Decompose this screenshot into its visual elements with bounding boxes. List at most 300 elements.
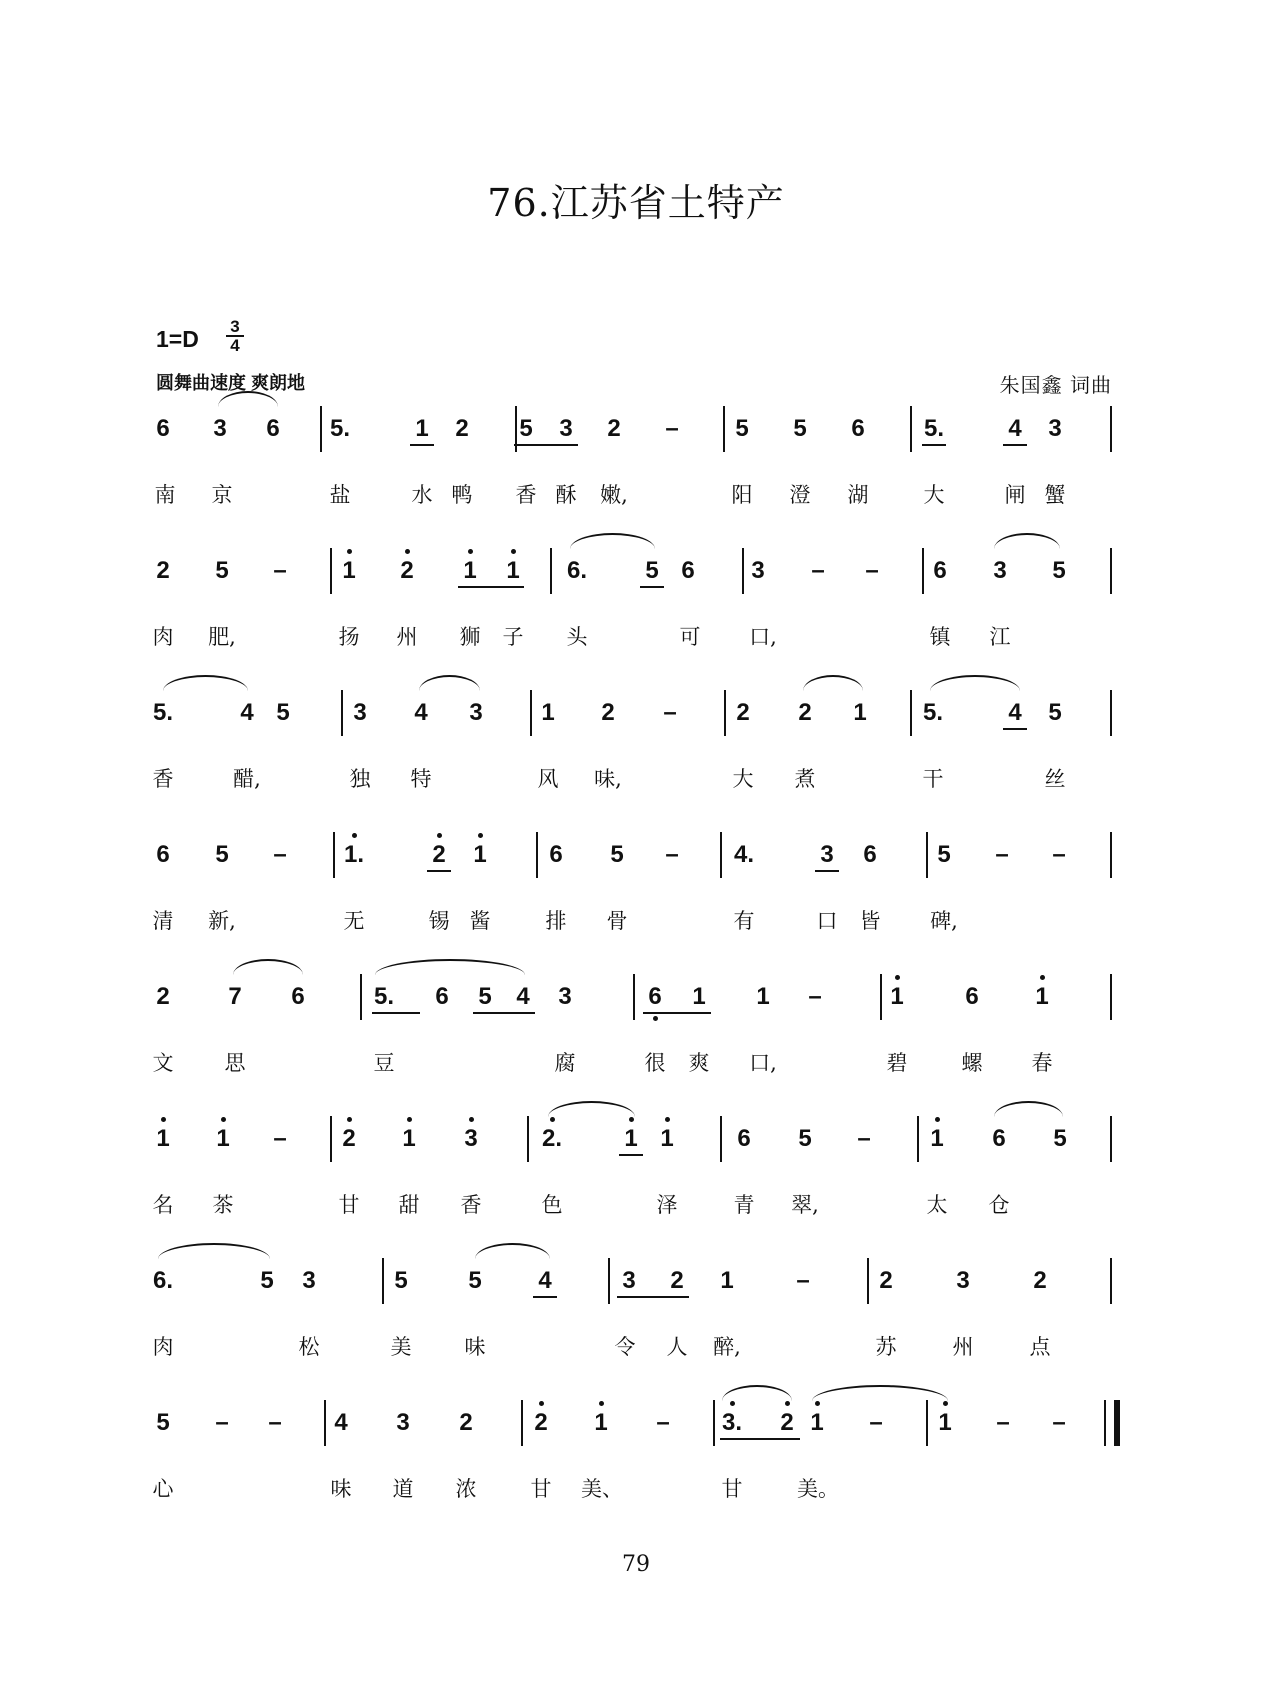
barline	[1110, 406, 1112, 452]
high-octave-dot	[943, 1401, 948, 1406]
high-octave-dot	[347, 549, 352, 554]
song-title: 76.江苏省土特产	[487, 181, 785, 225]
lyric-syllable: 仓	[988, 1193, 1010, 1217]
barline	[1110, 832, 1112, 878]
note: 5	[478, 983, 492, 1010]
note: –	[865, 557, 879, 584]
note: 5	[260, 1267, 274, 1294]
note: 5	[519, 415, 533, 442]
low-octave-dot	[653, 1016, 658, 1021]
note: 5	[1053, 1125, 1067, 1152]
lyric-syllable: 很	[644, 1051, 666, 1075]
slur	[233, 959, 303, 975]
lyric-syllable: 翠,	[791, 1193, 819, 1217]
time-signature-denominator: 4	[230, 336, 240, 355]
note: 2	[879, 1267, 893, 1294]
note: 1	[692, 983, 706, 1010]
lyric-syllable: 甘	[338, 1193, 360, 1217]
note: –	[808, 983, 822, 1010]
slur	[375, 959, 525, 975]
note: 5	[394, 1267, 408, 1294]
slur	[994, 533, 1060, 549]
note: –	[1052, 841, 1066, 868]
note: 1	[810, 1409, 824, 1436]
eighth-note-underline	[619, 1154, 643, 1156]
lyric-syllable: 甘	[721, 1477, 743, 1501]
lyric-syllable: 美、	[581, 1477, 623, 1501]
note: 3	[956, 1267, 970, 1294]
lyric-syllable: 煮	[794, 767, 816, 791]
note: 1	[506, 557, 520, 584]
tempo-marking: 圆舞曲速度 爽朗地	[156, 373, 306, 393]
lyric-syllable: 可	[679, 625, 701, 649]
eighth-note-underline	[533, 1296, 557, 1298]
barline	[742, 548, 744, 594]
high-octave-dot	[815, 1401, 820, 1406]
note: 5	[156, 1409, 170, 1436]
lyric-syllable: 苏	[875, 1335, 897, 1359]
high-octave-dot	[1040, 975, 1045, 980]
slur	[812, 1385, 948, 1401]
lyric-syllable: 大	[732, 767, 754, 791]
lyric-syllable: 镇	[929, 625, 951, 649]
note: 6	[737, 1125, 751, 1152]
high-octave-dot	[161, 1117, 166, 1122]
high-octave-dot	[895, 975, 900, 980]
lyric-syllable: 独	[349, 767, 371, 791]
barline	[723, 406, 725, 452]
high-octave-dot	[478, 833, 483, 838]
note: 1	[756, 983, 770, 1010]
eighth-note-underline	[473, 1012, 535, 1014]
barline	[917, 1116, 919, 1162]
note: 3	[469, 699, 483, 726]
note: 1	[890, 983, 904, 1010]
barline	[867, 1258, 869, 1304]
note: –	[811, 557, 825, 584]
lyric-syllable: 腐	[554, 1051, 576, 1075]
lyric-syllable: 京	[211, 483, 233, 507]
time-signature	[226, 318, 244, 354]
note: 4.	[733, 841, 754, 868]
note: 6	[863, 841, 877, 868]
note: –	[857, 1125, 871, 1152]
note: –	[268, 1409, 282, 1436]
key-signature: 1=D	[156, 326, 199, 352]
high-octave-dot	[599, 1401, 604, 1406]
lyric-syllable: 茶	[212, 1193, 234, 1217]
note: 1	[415, 415, 429, 442]
eighth-note-underline	[427, 870, 451, 872]
note: –	[273, 1125, 287, 1152]
page-number: 79	[622, 1552, 650, 1577]
eighth-note-underline	[815, 870, 839, 872]
note: 1	[473, 841, 487, 868]
final-barline-thin	[1104, 1400, 1106, 1446]
eighth-note-underline	[372, 1012, 420, 1014]
barline	[720, 832, 722, 878]
lyric-syllable: 州	[396, 625, 418, 649]
high-octave-dot	[352, 833, 357, 838]
lyric-syllable: 鸭	[451, 483, 473, 507]
note: 1	[594, 1409, 608, 1436]
note: 2	[798, 699, 812, 726]
note: 5	[735, 415, 749, 442]
lyric-syllable: 口	[816, 909, 838, 933]
note: 6	[851, 415, 865, 442]
note: 3	[302, 1267, 316, 1294]
lyric-syllable: 酱	[469, 909, 491, 933]
barline	[1110, 974, 1112, 1020]
note: 2	[156, 557, 170, 584]
barline	[724, 690, 726, 736]
barline	[1110, 1258, 1112, 1304]
high-octave-dot	[437, 833, 442, 838]
lyric-syllable: 肉	[152, 1335, 174, 1359]
eighth-note-underline	[643, 1012, 711, 1014]
lyric-syllable: 肥,	[208, 625, 236, 649]
note: 5.	[373, 983, 394, 1010]
note: 2	[156, 983, 170, 1010]
note: 3	[353, 699, 367, 726]
lyric-syllable: 甜	[398, 1193, 420, 1217]
barline	[550, 548, 552, 594]
final-barline-thick	[1114, 1400, 1120, 1446]
time-signature-numerator: 3	[226, 318, 244, 337]
note: 1	[930, 1125, 944, 1152]
lyric-syllable: 皆	[859, 909, 881, 933]
high-octave-dot	[347, 1117, 352, 1122]
lyric-syllable: 点	[1029, 1335, 1051, 1359]
lyric-syllable: 碧	[886, 1051, 908, 1075]
note: 2	[601, 699, 615, 726]
lyric-syllable: 新,	[208, 909, 236, 933]
lyric-syllable: 子	[502, 625, 524, 649]
note: 6	[291, 983, 305, 1010]
note: 5	[645, 557, 659, 584]
barline	[324, 1400, 326, 1446]
barline	[536, 832, 538, 878]
lyric-syllable: 心	[152, 1477, 174, 1501]
lyric-syllable: 肉	[152, 625, 174, 649]
note: 6	[266, 415, 280, 442]
lyric-syllable: 道	[392, 1477, 414, 1501]
barline	[713, 1400, 715, 1446]
barline	[608, 1258, 610, 1304]
barline	[1110, 690, 1112, 736]
eighth-note-underline	[1003, 444, 1027, 446]
lyric-syllable: 醋,	[233, 767, 261, 791]
note: 5	[468, 1267, 482, 1294]
slur	[570, 533, 655, 549]
high-octave-dot	[785, 1401, 790, 1406]
lyric-syllable: 爽	[688, 1051, 710, 1075]
barline	[382, 1258, 384, 1304]
note: 2	[432, 841, 446, 868]
lyric-syllable: 口,	[749, 625, 777, 649]
note: 5	[215, 841, 229, 868]
note: 4	[516, 983, 530, 1010]
lyric-syllable: 闸	[1004, 483, 1026, 507]
note: 5	[276, 699, 290, 726]
note: 3	[213, 415, 227, 442]
lyric-syllable: 湖	[847, 483, 869, 507]
slur	[163, 675, 248, 691]
high-octave-dot	[539, 1401, 544, 1406]
note: –	[273, 557, 287, 584]
note: –	[665, 415, 679, 442]
lyric-syllable: 骨	[606, 909, 628, 933]
barline	[333, 832, 335, 878]
lyric-syllable: 酥	[555, 483, 577, 507]
slur	[158, 1243, 270, 1259]
lyric-syllable: 太	[926, 1193, 948, 1217]
note: 4	[414, 699, 428, 726]
note: 2	[736, 699, 750, 726]
lyric-syllable: 州	[952, 1335, 974, 1359]
slur	[930, 675, 1020, 691]
note: 1	[541, 699, 555, 726]
note: 3	[464, 1125, 478, 1152]
note: 1.	[343, 841, 364, 868]
lyric-syllable: 碑,	[930, 909, 958, 933]
barline	[527, 1116, 529, 1162]
barline	[330, 1116, 332, 1162]
eighth-note-underline	[514, 444, 578, 446]
lyric-syllable: 扬	[338, 625, 360, 649]
note: 6	[933, 557, 947, 584]
eighth-note-underline	[1003, 728, 1027, 730]
note: 2	[607, 415, 621, 442]
note: 4	[538, 1267, 552, 1294]
barline	[910, 406, 912, 452]
barline	[880, 974, 882, 1020]
lyric-syllable: 螺	[961, 1051, 983, 1075]
barline	[320, 406, 322, 452]
lyric-syllable: 头	[566, 625, 588, 649]
note: –	[273, 841, 287, 868]
note: 3	[559, 415, 573, 442]
note: 2	[1033, 1267, 1047, 1294]
barline	[360, 974, 362, 1020]
note: 1	[402, 1125, 416, 1152]
note: 7	[228, 983, 242, 1010]
note: –	[869, 1409, 883, 1436]
note: 2	[400, 557, 414, 584]
lyric-syllable: 清	[152, 909, 174, 933]
lyric-syllable: 文	[152, 1051, 174, 1075]
lyric-syllable: 阳	[731, 483, 753, 507]
high-octave-dot	[468, 549, 473, 554]
note: 6	[992, 1125, 1006, 1152]
lyric-syllable: 嫩,	[600, 483, 628, 507]
note: 5	[1048, 699, 1062, 726]
slur	[548, 1101, 635, 1117]
high-octave-dot	[629, 1117, 634, 1122]
note: 2	[455, 415, 469, 442]
note: 2	[459, 1409, 473, 1436]
note: 6	[435, 983, 449, 1010]
note: 6	[648, 983, 662, 1010]
lyric-syllable: 味,	[594, 767, 622, 791]
eighth-note-underline	[640, 586, 664, 588]
note: –	[996, 1409, 1010, 1436]
note: 5	[1052, 557, 1066, 584]
slur	[803, 675, 863, 691]
high-octave-dot	[469, 1117, 474, 1122]
note: 3	[622, 1267, 636, 1294]
barline	[922, 548, 924, 594]
slur	[994, 1101, 1063, 1117]
note: 1	[342, 557, 356, 584]
note: 3	[396, 1409, 410, 1436]
note: 1	[624, 1125, 638, 1152]
note: 5.	[329, 415, 350, 442]
high-octave-dot	[405, 549, 410, 554]
note: 2	[670, 1267, 684, 1294]
note: 3	[751, 557, 765, 584]
note: 2	[342, 1125, 356, 1152]
lyric-syllable: 香	[152, 767, 174, 791]
note: 4	[1008, 415, 1022, 442]
lyric-syllable: 风	[537, 767, 559, 791]
lyric-syllable: 春	[1031, 1051, 1053, 1075]
lyric-syllable: 无	[343, 909, 365, 933]
note: –	[656, 1409, 670, 1436]
lyric-syllable: 味	[464, 1335, 486, 1359]
note: 5.	[923, 415, 944, 442]
note: 3	[1048, 415, 1062, 442]
lyric-syllable: 泽	[656, 1193, 678, 1217]
note: 2.	[541, 1125, 562, 1152]
lyric-syllable: 名	[152, 1193, 174, 1217]
note: 6.	[152, 1267, 173, 1294]
note: 5	[798, 1125, 812, 1152]
barline	[910, 690, 912, 736]
lyric-syllable: 美。	[797, 1477, 839, 1501]
slur	[419, 675, 480, 691]
note: 4	[240, 699, 254, 726]
lyric-syllable: 令	[614, 1335, 636, 1359]
lyric-syllable: 甘	[530, 1477, 552, 1501]
lyric-syllable: 狮	[459, 625, 481, 649]
note: 6	[681, 557, 695, 584]
note: 4	[1008, 699, 1022, 726]
note: 2	[534, 1409, 548, 1436]
lyric-syllable: 锡	[428, 909, 450, 933]
high-octave-dot	[511, 549, 516, 554]
note: –	[665, 841, 679, 868]
lyric-syllable: 美	[390, 1335, 412, 1359]
lyric-syllable: 青	[733, 1193, 755, 1217]
lyric-syllable: 澄	[789, 483, 811, 507]
high-octave-dot	[935, 1117, 940, 1122]
high-octave-dot	[550, 1117, 555, 1122]
barline	[341, 690, 343, 736]
note: 5	[610, 841, 624, 868]
lyric-syllable: 特	[410, 767, 432, 791]
note: 6.	[566, 557, 587, 584]
barline	[926, 1400, 928, 1446]
note: 6	[156, 841, 170, 868]
lyric-syllable: 干	[922, 767, 944, 791]
slur	[722, 1385, 792, 1401]
eighth-note-underline	[458, 586, 524, 588]
note: 3	[993, 557, 1007, 584]
note: 5	[215, 557, 229, 584]
note: 1	[463, 557, 477, 584]
eighth-note-underline	[922, 444, 946, 446]
lyric-syllable: 香	[460, 1193, 482, 1217]
lyric-syllable: 大	[923, 483, 945, 507]
lyric-syllable: 蟹	[1044, 483, 1066, 507]
note: 6	[965, 983, 979, 1010]
barline	[521, 1400, 523, 1446]
barline	[1110, 1116, 1112, 1162]
lyric-syllable: 豆	[373, 1051, 395, 1075]
high-octave-dot	[407, 1117, 412, 1122]
note: 1	[1035, 983, 1049, 1010]
lyric-syllable: 醉,	[713, 1335, 741, 1359]
lyric-syllable: 人	[666, 1335, 688, 1359]
note: 1	[938, 1409, 952, 1436]
lyric-syllable: 松	[298, 1335, 320, 1359]
note: 1	[660, 1125, 674, 1152]
barline	[633, 974, 635, 1020]
lyric-syllable: 浓	[455, 1477, 477, 1501]
lyric-syllable: 南	[154, 483, 176, 507]
high-octave-dot	[221, 1117, 226, 1122]
high-octave-dot	[665, 1117, 670, 1122]
barline	[530, 690, 532, 736]
lyric-syllable: 江	[989, 625, 1011, 649]
lyric-syllable: 色	[541, 1193, 563, 1217]
lyric-syllable: 排	[545, 909, 567, 933]
barline	[720, 1116, 722, 1162]
note: 1	[853, 699, 867, 726]
note: 4	[334, 1409, 348, 1436]
note: 3	[558, 983, 572, 1010]
lyric-syllable: 丝	[1044, 767, 1066, 791]
note: 6	[156, 415, 170, 442]
note: 6	[549, 841, 563, 868]
note: –	[995, 841, 1009, 868]
note: 5	[793, 415, 807, 442]
barline	[926, 832, 928, 878]
note: 3.	[721, 1409, 742, 1436]
note: 5.	[152, 699, 173, 726]
note: –	[1052, 1409, 1066, 1436]
barline	[330, 548, 332, 594]
eighth-note-underline	[410, 444, 434, 446]
eighth-note-underline	[720, 1438, 800, 1440]
note: 2	[780, 1409, 794, 1436]
composer-credit: 朱国鑫 词曲	[999, 373, 1112, 397]
lyric-syllable: 思	[224, 1051, 246, 1075]
note: 5.	[922, 699, 943, 726]
note: 1	[156, 1125, 170, 1152]
barline	[1110, 548, 1112, 594]
slur	[475, 1243, 550, 1259]
lyric-syllable: 有	[733, 909, 755, 933]
note: 5	[937, 841, 951, 868]
note: 1	[216, 1125, 230, 1152]
lyric-syllable: 水	[411, 483, 433, 507]
note: –	[215, 1409, 229, 1436]
note: –	[663, 699, 677, 726]
lyric-syllable: 盐	[329, 483, 351, 507]
lyric-syllable: 味	[330, 1477, 352, 1501]
